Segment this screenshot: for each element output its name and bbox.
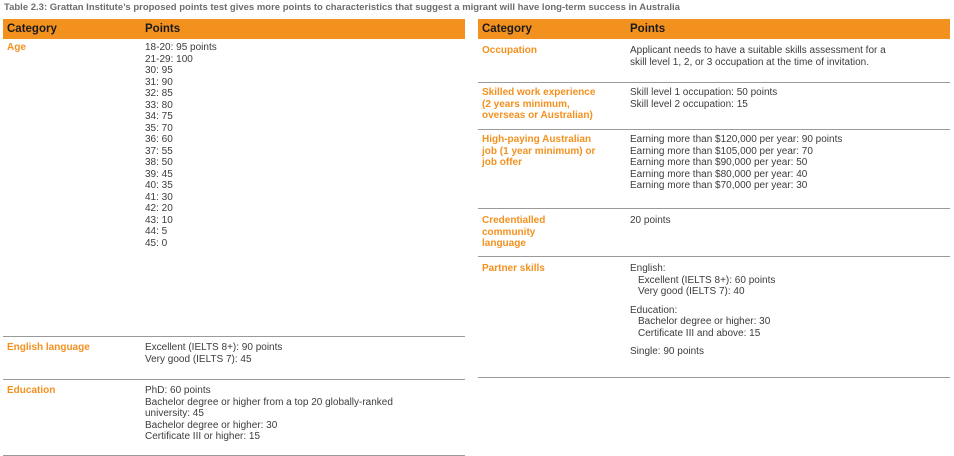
points-line: Excellent (IELTS 8+): 90 points [145,342,283,353]
points-line: 43: 10 [145,214,173,226]
points-line: Earning more than $80,000 per year: 40 [630,168,808,180]
table-row-age [3,39,465,337]
table-row-occupation [478,39,950,83]
points-line: 35: 70 [145,122,173,134]
points-line: 36: 60 [145,134,173,145]
category-english: English language [7,342,90,353]
points-credentialled-language [626,209,950,256]
table-header [3,19,465,39]
header-points: Points [145,23,181,35]
points-line: Bachelor degree or higher: 30 [638,316,771,327]
category-education: Education [7,385,56,396]
points-line: 18-20: 95 points [145,42,217,53]
header-category: Category [7,23,57,35]
category-line: language [482,238,526,249]
points-line: Very good (IELTS 7): 40 [638,286,745,297]
points-partner-skills [626,257,950,377]
points-line: Bachelor degree or higher: 30 [145,419,278,431]
category-occupation: Occupation [482,45,538,56]
header-points: Points [630,23,666,35]
partner-education-block [630,305,950,340]
points-line: Bachelor degree or higher from a top 20 globally-ranked [145,396,393,408]
points-line: 32: 85 [145,88,173,99]
category-partner-skills: Partner skills [482,263,545,274]
points-line: 34: 75 [145,111,173,122]
header-category: Category [482,23,532,35]
points-line: Skill level 1 occupation: 50 points [630,87,778,98]
points-line: Earning more than $90,000 per year: 50 [630,157,808,168]
table-row-education [3,380,465,456]
points-line: Certificate III or higher: 15 [145,431,261,442]
table-row-partner-skills [478,257,950,378]
points-line: 33: 80 [145,99,173,111]
points-line: Applicant needs to have a suitable skills assessment for a [630,45,886,56]
points-age [141,39,465,336]
table-row-skilled-work [478,83,950,130]
points-line: Certificate III and above: 15 [638,327,761,339]
left-table [3,19,465,456]
points-subtitle: Education: [630,304,678,316]
category-line: Credentialled [482,215,546,226]
points-line: Earning more than $70,000 per year: 30 [630,180,808,191]
points-subtitle: English: [630,263,666,274]
points-line: 21-29: 100 [145,53,193,65]
points-line: Single: 90 points [630,346,704,357]
partner-english-block [630,263,950,298]
category-high-paying-job [478,130,626,208]
points-line: PhD: 60 points [145,385,211,396]
points-education [141,380,465,455]
category-line: community [482,226,536,238]
points-line: 31: 90 [145,76,173,88]
right-table [478,19,950,378]
table-caption: Table 2.3: Grattan Institute’s proposed points test gives more points to characteristics that suggest a migrant will have long-term success in Australia [4,2,680,13]
points-english [141,337,465,379]
points-line: 30: 95 [145,65,173,76]
category-line: job offer [482,157,522,168]
points-high-paying-job [626,130,950,208]
category-line: (2 years minimum, [482,98,570,110]
points-line: university: 45 [145,408,204,419]
points-line: 39: 45 [145,168,173,180]
category-age: Age [7,42,26,53]
points-line: Skill level 2 occupation: 15 [630,98,748,110]
points-line: 44: 5 [145,226,168,237]
category-line: Skilled work experience [482,87,596,98]
category-line: High-paying Australian [482,134,592,145]
points-line: skill level 1, 2, or 3 occupation at the time of invitation. [630,56,870,68]
points-line: 38: 50 [145,157,173,168]
category-line: job (1 year minimum) or [482,145,596,157]
points-occupation [626,39,950,82]
points-line: 45: 0 [145,237,168,249]
points-line: Earning more than $120,000 per year: 90 points [630,134,843,145]
table-row-high-paying-job [478,130,950,209]
points-line: Very good (IELTS 7): 45 [145,353,252,365]
points-line: 37: 55 [145,145,173,157]
category-line: overseas or Australian) [482,110,593,121]
points-line: 42: 20 [145,203,173,214]
points-line: 40: 35 [145,180,173,191]
table-row-credentialled-language [478,209,950,257]
points-line: 41: 30 [145,191,173,203]
category-skilled-work [478,83,626,129]
points-skilled-work [626,83,950,129]
points-line: 20 points [630,215,671,226]
points-line: Excellent (IELTS 8+): 60 points [638,274,776,286]
table-header [478,19,950,39]
table-row-english [3,337,465,380]
points-line: Earning more than $105,000 per year: 70 [630,145,813,157]
category-credentialled-language [478,209,626,256]
